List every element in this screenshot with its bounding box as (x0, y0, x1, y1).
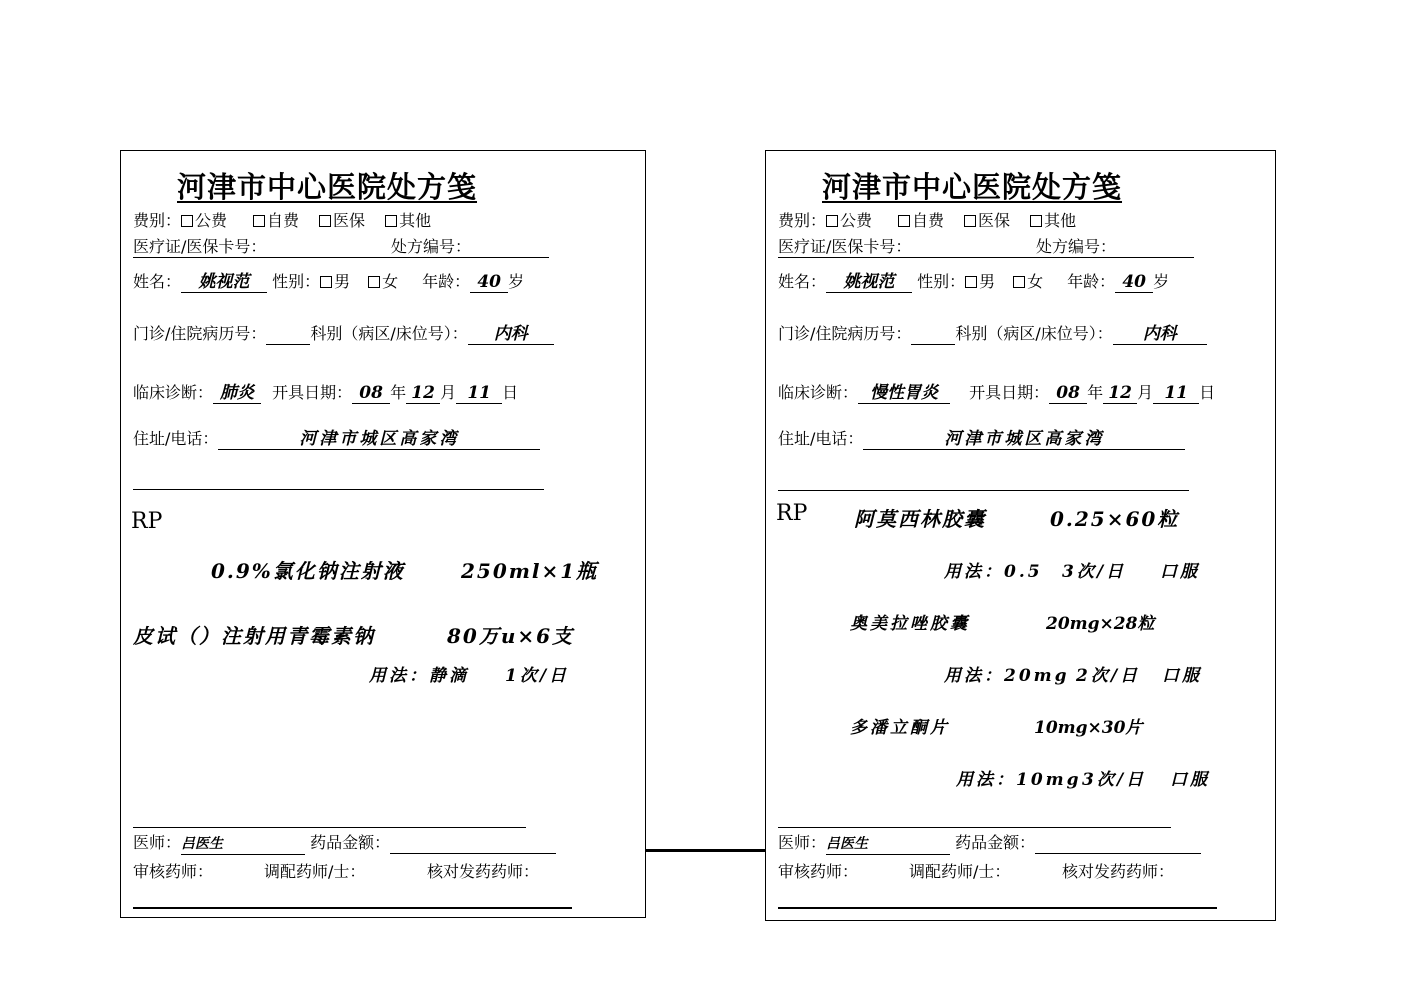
form-title: 河津市中心医院处方笺 (822, 170, 1123, 204)
record-number-label: 门诊/住院病历号： (778, 324, 912, 343)
address-value: 河津市城区高家湾 (863, 429, 1185, 450)
record-dept-row (133, 324, 554, 345)
dispense-label: 调配药师/士： (909, 862, 1011, 881)
date-day: 11 (1153, 383, 1199, 404)
rx-drug-3: 多潘立酮片 (850, 718, 950, 738)
rx-drug-1: 阿莫西林胶囊 (854, 507, 986, 531)
rx-dose-2: 80万u×6支 (447, 624, 575, 648)
patient-name: 姚视范 (181, 272, 267, 293)
card-number-line (778, 257, 1194, 258)
dept-value: 内科 (1113, 324, 1207, 345)
card-number-label: 医疗证/医保卡号： (133, 237, 267, 256)
diagnosis-label: 临床诊断： (778, 383, 859, 402)
rx-drug-2: 皮试（）注射用青霉素钠 (133, 624, 375, 648)
section-divider (778, 490, 1189, 491)
fee-option-label: 其他 (399, 211, 432, 230)
checkbox-insurance[interactable] (319, 215, 331, 227)
date-month: 12 (1103, 383, 1137, 404)
check-label: 核对发药药师： (1062, 862, 1175, 881)
footer-divider (133, 827, 526, 828)
form-title: 河津市中心医院处方笺 (177, 170, 478, 204)
checkbox-male[interactable] (965, 276, 977, 288)
checkbox-female[interactable] (1013, 276, 1025, 288)
prescription-form-left (120, 150, 646, 918)
rx-frequency-1: 3次/日 (1062, 562, 1127, 582)
checkbox-insurance[interactable] (964, 215, 976, 227)
fee-option-label: 自费 (267, 211, 300, 230)
prescription-form-right (765, 150, 1276, 921)
day-unit: 日 (502, 383, 519, 402)
rx-number-label: 处方编号： (391, 237, 472, 256)
gender-male-label: 男 (979, 272, 996, 291)
record-number-value (266, 324, 310, 345)
rx-drug-2: 奥美拉唑胶囊 (850, 614, 970, 634)
amount-value (1035, 833, 1201, 854)
rx-usage: 用法：静滴 (369, 666, 469, 686)
review-label: 审核药师： (778, 862, 859, 881)
doctor-label: 医师： (133, 833, 182, 852)
section-divider (133, 489, 544, 490)
rx-route-3: 口服 (1170, 770, 1210, 790)
doctor-value: 吕医生 (826, 834, 950, 855)
rx-usage-3: 用法：10mg (956, 770, 1082, 790)
amount-label: 药品金额： (310, 833, 391, 852)
rp-label: RP (776, 501, 808, 526)
fee-option-label: 医保 (333, 211, 366, 230)
date-label: 开具日期： (969, 383, 1050, 402)
age-label: 年龄： (422, 272, 471, 291)
rp-label: RP (131, 509, 163, 534)
doctor-value: 吕医生 (181, 834, 305, 855)
gender-female-label: 女 (382, 272, 399, 291)
fee-option-label: 公费 (840, 211, 873, 230)
age-unit: 岁 (508, 272, 525, 291)
rx-dose-3: 10mg×30片 (1034, 718, 1143, 738)
rx-frequency-2: 2次/日 (1076, 666, 1141, 686)
date-label: 开具日期： (272, 383, 353, 402)
rx-frequency: 1次/日 (505, 666, 570, 686)
address-label: 住址/电话： (133, 429, 219, 448)
fee-option-label: 医保 (978, 211, 1011, 230)
rx-number-label: 处方编号： (1036, 237, 1117, 256)
connector-line (646, 849, 765, 852)
dept-label: 科别（病区/床位号）： (310, 324, 468, 343)
diagnosis-date-row (778, 383, 1215, 404)
year-unit: 年 (1087, 383, 1104, 402)
age-unit: 岁 (1153, 272, 1170, 291)
patient-row (133, 272, 524, 293)
checkbox-female[interactable] (368, 276, 380, 288)
gender-label: 性别： (272, 272, 321, 291)
diagnosis-value: 肺炎 (213, 383, 261, 404)
checkbox-public[interactable] (826, 215, 838, 227)
dispense-label: 调配药师/士： (264, 862, 366, 881)
dept-value: 内科 (468, 324, 554, 345)
rx-dose-1: 0.25×60粒 (1050, 507, 1180, 531)
fee-type-row (778, 211, 1076, 231)
age-label: 年龄： (1067, 272, 1116, 291)
fee-type-label: 费别： (778, 211, 827, 230)
patient-row (778, 272, 1169, 293)
amount-value (390, 833, 556, 854)
day-unit: 日 (1199, 383, 1216, 402)
rx-frequency-3: 3次/日 (1082, 770, 1147, 790)
rx-drug-1: 0.9%氯化钠注射液 (211, 559, 405, 583)
dept-label: 科别（病区/床位号）： (955, 324, 1113, 343)
name-label: 姓名： (133, 272, 182, 291)
checkbox-public[interactable] (181, 215, 193, 227)
patient-name: 姚视范 (826, 272, 912, 293)
address-row (778, 429, 1185, 450)
checkbox-other[interactable] (385, 215, 397, 227)
fee-option-label: 自费 (912, 211, 945, 230)
month-unit: 月 (1137, 383, 1154, 402)
date-year: 08 (352, 383, 390, 404)
check-label: 核对发药药师： (427, 862, 540, 881)
doctor-amount-row (778, 833, 1201, 855)
year-unit: 年 (390, 383, 407, 402)
record-dept-row (778, 324, 1207, 345)
patient-age: 40 (470, 272, 508, 293)
signature-line (133, 907, 572, 909)
checkbox-male[interactable] (320, 276, 332, 288)
gender-label: 性别： (917, 272, 966, 291)
rx-usage-1: 用法：0.5 (944, 562, 1043, 582)
checkbox-self[interactable] (898, 215, 910, 227)
name-label: 姓名： (778, 272, 827, 291)
date-day: 11 (456, 383, 502, 404)
doctor-label: 医师： (778, 833, 827, 852)
rx-usage-2: 用法：20mg (944, 666, 1070, 686)
rx-dose-1: 250ml×1瓶 (461, 559, 599, 583)
fee-option-label: 公费 (195, 211, 228, 230)
review-label: 审核药师： (133, 862, 214, 881)
card-number-line (133, 257, 549, 258)
fee-type-label: 费别： (133, 211, 182, 230)
record-number-label: 门诊/住院病历号： (133, 324, 267, 343)
patient-age: 40 (1115, 272, 1153, 293)
rx-route-1: 口服 (1160, 562, 1200, 582)
address-row (133, 429, 540, 450)
diagnosis-label: 临床诊断： (133, 383, 214, 402)
footer-divider (778, 827, 1171, 828)
checkbox-other[interactable] (1030, 215, 1042, 227)
fee-type-row (133, 211, 431, 231)
diagnosis-value: 慢性胃炎 (858, 383, 950, 404)
rx-dose-2: 20mg×28粒 (1046, 614, 1155, 634)
signature-line (778, 907, 1217, 909)
card-number-label: 医疗证/医保卡号： (778, 237, 912, 256)
date-month: 12 (406, 383, 440, 404)
doctor-amount-row (133, 833, 556, 855)
address-value: 河津市城区高家湾 (218, 429, 540, 450)
rx-route-2: 口服 (1162, 666, 1202, 686)
checkbox-self[interactable] (253, 215, 265, 227)
address-label: 住址/电话： (778, 429, 864, 448)
diagnosis-date-row (133, 383, 518, 404)
date-year: 08 (1049, 383, 1087, 404)
gender-female-label: 女 (1027, 272, 1044, 291)
amount-label: 药品金额： (955, 833, 1036, 852)
record-number-value (911, 324, 955, 345)
gender-male-label: 男 (334, 272, 351, 291)
fee-option-label: 其他 (1044, 211, 1077, 230)
month-unit: 月 (440, 383, 457, 402)
